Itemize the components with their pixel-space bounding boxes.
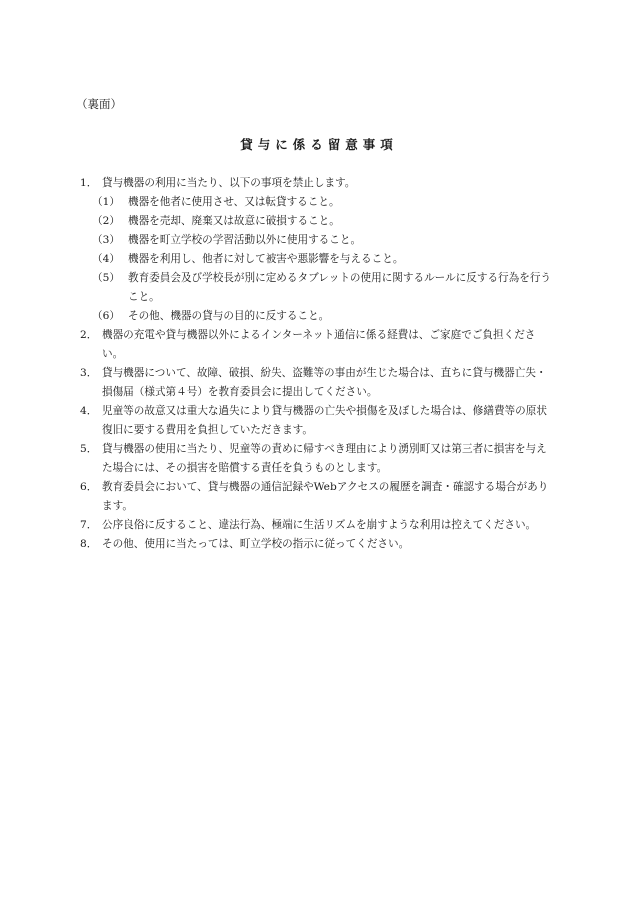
subitem-text: 機器を町立学校の学習活動以外に使用すること。 — [128, 234, 362, 246]
subitem-6 — [92, 307, 555, 326]
rule-item-6 — [80, 478, 555, 516]
rule-text: 貸与機器の利用に当たり、以下の事項を禁止します。 — [102, 177, 356, 189]
subitem-number: （1） — [92, 196, 120, 208]
subitem-text: 機器を利用し、他者に対して被害や悪影響を与えること。 — [128, 253, 404, 265]
subitem-number: （5） — [92, 272, 120, 284]
subitem-number: （4） — [92, 253, 120, 265]
subitem-text: 機器を他者に使用させ、又は転貸すること。 — [128, 196, 340, 208]
subitem-1 — [92, 193, 555, 212]
rule-item-2 — [80, 326, 555, 364]
subitem-text: 教育委員会及び学校長が別に定めるタブレットの使用に関するルールに反する行為を行うこと。 — [128, 272, 552, 303]
rule-item-3 — [80, 364, 555, 402]
rule-number: 7． — [80, 519, 98, 531]
rule-text: 児童等の故意又は重大な過失により貸与機器の亡失や損傷を及ぼした場合は、修繕費等の原状復旧に要する費用を負担していただきます。 — [102, 405, 547, 436]
prohibited-items-list — [92, 193, 555, 326]
back-side-label: （裏面） — [76, 97, 122, 111]
subitem-number: （6） — [92, 310, 120, 322]
rule-text: 教育委員会において、貸与機器の通信記録やWebアクセスの履歴を調査・確認する場合があります。 — [102, 481, 549, 512]
rule-item-1 — [80, 174, 555, 326]
rule-text: その他、使用に当たっては、町立学校の指示に従ってください。 — [102, 538, 410, 550]
rule-item-8 — [80, 535, 555, 554]
rule-text: 機器の充電や貸与機器以外によるインターネット通信に係る経費は、ご家庭でご負担ください。 — [102, 329, 536, 360]
rule-item-4 — [80, 402, 555, 440]
subitem-text: その他、機器の貸与の目的に反すること。 — [128, 310, 330, 322]
rule-item-5 — [80, 440, 555, 478]
subitem-5 — [92, 269, 555, 307]
document-title: 貸与に係る留意事項 — [240, 137, 398, 152]
rule-text: 公序良俗に反すること、違法行為、極端に生活リズムを崩すような利用は控えてください。 — [102, 519, 537, 531]
subitem-4 — [92, 250, 555, 269]
rule-number: 4． — [80, 405, 98, 417]
rule-item-7 — [80, 516, 555, 535]
rule-number: 8． — [80, 538, 98, 550]
rule-number: 1． — [80, 177, 98, 189]
rule-number: 3． — [80, 367, 98, 379]
subitem-2 — [92, 212, 555, 231]
rule-text: 貸与機器について、故障、破損、紛失、盗難等の事由が生じた場合は、直ちに貸与機器亡失・損傷届（様式第４号）を教育委員会に提出してください。 — [102, 367, 547, 398]
rules-list — [80, 174, 555, 554]
rule-number: 5． — [80, 443, 98, 455]
subitem-number: （2） — [92, 215, 120, 227]
rule-number: 6． — [80, 481, 98, 493]
rule-text: 貸与機器の使用に当たり、児童等の責めに帰すべき理由により湧別町又は第三者に損害を与えた場合には、その損害を賠償する責任を負うものとします。 — [102, 443, 547, 474]
subitem-number: （3） — [92, 234, 120, 246]
rule-number: 2． — [80, 329, 98, 341]
subitem-3 — [92, 231, 555, 250]
subitem-text: 機器を売却、廃棄又は故意に破損すること。 — [128, 215, 340, 227]
